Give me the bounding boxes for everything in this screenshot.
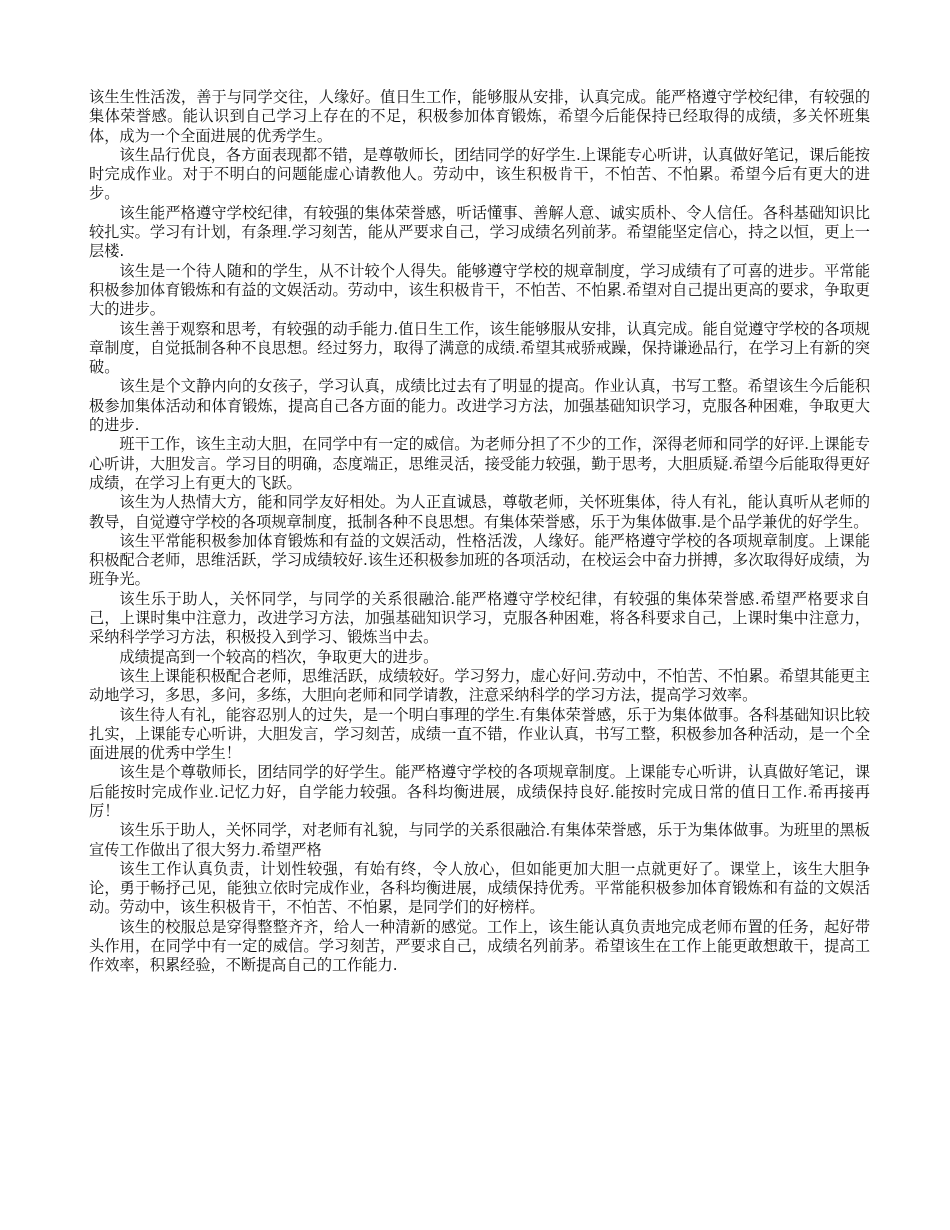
comment-paragraph: 该生善于观察和思考，有较强的动手能力.值日生工作，该生能够服从安排，认真完成。能自觉遵守学校的各项规章制度，自觉抵制各种不良思想。经过努力，取得了满意的成绩.希望其戒骄戒躁，保持谦逊品行，在学习上有新的突破。 xyxy=(89,319,870,377)
comment-paragraph: 该生工作认真负责，计划性较强，有始有终，令人放心，但如能更加大胆一点就更好了。课堂上，该生大胆争论，勇于畅抒己见，能独立依时完成作业，各科均衡进展，成绩保持优秀。平常能积极参加体育锻炼和有益的文娱活动。劳动中，该生积极肯干，不怕苦、不怕累，是同学们的好榜样。 xyxy=(89,859,870,917)
comment-paragraph: 该生能严格遵守学校纪律，有较强的集体荣誉感，听话懂事、善解人意、诚实质朴、令人信任。各科基础知识比较扎实。学习有计划，有条理.学习刻苦，能从严要求自己，学习成绩名列前茅。希望能坚定信心，持之以恒，更上一层楼. xyxy=(89,203,870,261)
comment-paragraph: 该生是一个待人随和的学生，从不计较个人得失。能够遵守学校的规章制度，学习成绩有了可喜的进步。平常能积极参加体育锻炼和有益的文娱活动。劳动中，该生积极肯干，不怕苦、不怕累.希望对自己提出更高的要求，争取更大的进步。 xyxy=(89,261,870,319)
comment-paragraph: 该生是个文静内向的女孩子，学习认真，成绩比过去有了明显的提高。作业认真，书写工整。希望该生今后能积极参加集体活动和体育锻炼，提高自己各方面的能力。改进学习方法，加强基础知识学习，克服各种困难，争取更大的进步. xyxy=(89,377,870,435)
comment-paragraph: 成绩提高到一个较高的档次，争取更大的进步。 xyxy=(119,647,439,666)
comment-paragraph: 该生的校服总是穿得整整齐齐，给人一种清新的感觉。工作上，该生能认真负责地完成老师布置的任务，起好带头作用，在同学中有一定的威信。学习刻苦，严要求自己，成绩名列前茅。希望该生在工作上能更敢想敢干，提高工作效率，积累经验，不断提高自己的工作能力. xyxy=(89,917,870,975)
comment-paragraph: 班干工作，该生主动大胆，在同学中有一定的威信。为老师分担了不少的工作，深得老师和同学的好评.上课能专心听讲，大胆发言。学习目的明确，态度端正，思维灵活，接受能力较强，勤于思考，大胆质疑.希望今后能取得更好成绩，在学习上有更大的飞跃。 xyxy=(89,435,870,492)
comment-paragraph: 该生平常能积极参加体育锻炼和有益的文娱活动，性格活泼，人缘好。能严格遵守学校的各项规章制度。上课能积极配合老师，思维活跃，学习成绩较好.该生还积极参加班的各项活动，在校运会中奋力拼搏，多次取得好成绩，为班争光。 xyxy=(89,531,870,589)
comment-paragraph: 该生上课能积极配合老师，思维活跃，成绩较好。学习努力，虚心好问.劳动中，不怕苦、不怕累。希望其能更主动地学习，多思，多问，多练，大胆向老师和同学请教，注意采纳科学的学习方法，提高学习效率。 xyxy=(89,666,870,705)
comment-paragraph: 该生为人热情大方，能和同学友好相处。为人正直诚恳，尊敬老师，关怀班集体，待人有礼，能认真听从老师的教导，自觉遵守学校的各项规章制度，抵制各种不良思想。有集体荣誉感，乐于为集体做事.是个品学兼优的好学生。 xyxy=(89,493,870,531)
comment-paragraph: 该生乐于助人，关怀同学，对老师有礼貌，与同学的关系很融洽.有集体荣誉感，乐于为集体做事。为班里的黑板宣传工作做出了很大努力.希望严格 xyxy=(89,821,870,859)
comment-paragraph: 该生品行优良，各方面表现都不错，是尊敬师长，团结同学的好学生.上课能专心听讲，认真做好笔记，课后能按时完成作业。对于不明白的问题能虚心请教他人。劳动中，该生积极肯干，不怕苦、不怕累。希望今后有更大的进步。 xyxy=(89,145,870,203)
comment-paragraph: 该生是个尊敬师长，团结同学的好学生。能严格遵守学校的各项规章制度。上课能专心听讲，认真做好笔记，课后能按时完成作业.记忆力好，自学能力较强。各科均衡进展，成绩保持良好.能按时完成日常的值日工作.希再接再厉！ xyxy=(89,763,870,820)
comment-paragraph: 该生生性活泼，善于与同学交往，人缘好。值日生工作，能够服从安排，认真完成。能严格遵守学校纪律，有较强的集体荣誉感。能认识到自己学习上存在的不足，积极参加体育锻炼，希望今后能保持已经取得的成绩，多关怀班集体，成为一个全面进展的优秀学生。 xyxy=(89,88,870,145)
comment-paragraph: 该生待人有礼，能容忍别人的过失，是一个明白事理的学生.有集体荣誉感，乐于为集体做事。各科基础知识比较扎实，上课能专心听讲，大胆发言，学习刻苦，成绩一直不错，作业认真，书写工整，积极参加各种活动，是一个全面进展的优秀中学生！ xyxy=(89,705,870,763)
comment-paragraph: 该生乐于助人，关怀同学，与同学的关系很融洽.能严格遵守学校纪律，有较强的集体荣誉感.希望严格要求自己，上课时集中注意力，改进学习方法，加强基础知识学习，克服各种困难，将各科要求自己，上课时集中注意力，采纳科学学习方法，积极投入到学习、锻炼当中去。 xyxy=(89,589,870,647)
